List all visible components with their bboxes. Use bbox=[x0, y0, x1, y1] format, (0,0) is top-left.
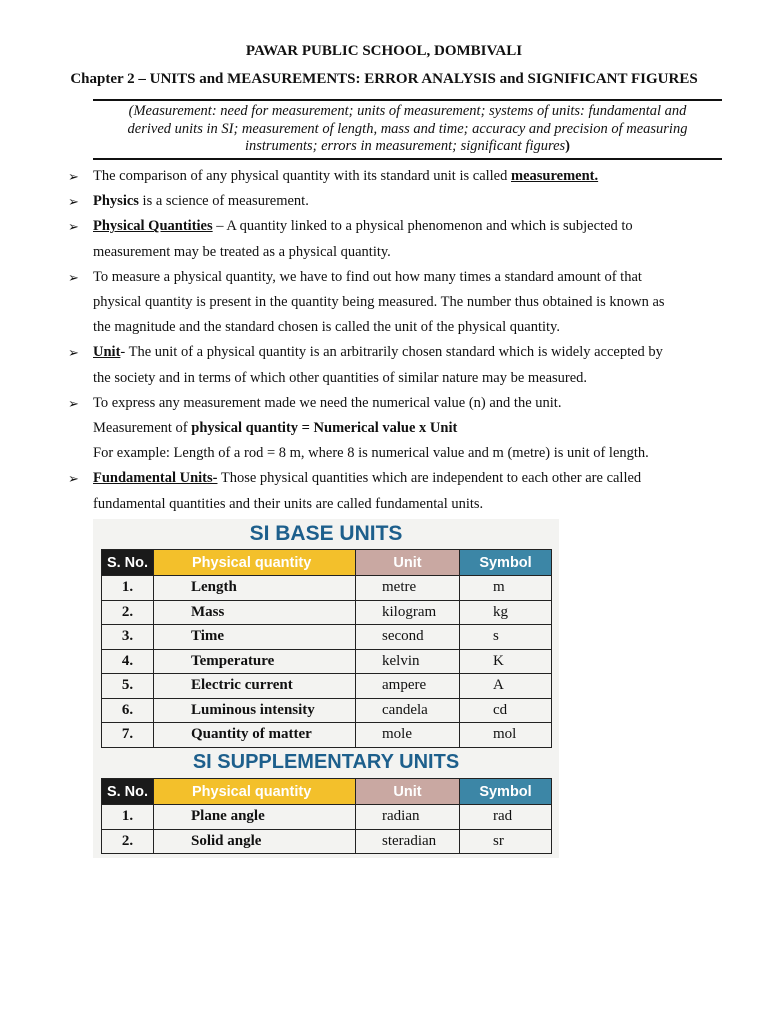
bullet-line: physical quantity is present in the quantity being measured. The number thus obtained is known as bbox=[93, 294, 665, 311]
cell-physical-quantity: Solid angle bbox=[154, 829, 356, 854]
cell-unit: candela bbox=[356, 698, 460, 723]
arrowhead-bullet-icon: ➢ bbox=[68, 345, 79, 361]
cell-physical-quantity: Electric current bbox=[154, 674, 356, 699]
si-supplementary-units-table bbox=[101, 778, 552, 854]
cell-physical-quantity: Temperature bbox=[154, 649, 356, 674]
bullet-line bbox=[93, 189, 718, 214]
syllabus-box bbox=[93, 99, 722, 160]
syllabus-text: instruments; errors in measurement; significant figures bbox=[244, 138, 566, 154]
term-unit: Unit bbox=[93, 344, 121, 361]
cell-symbol: rad bbox=[460, 805, 552, 830]
list-item bbox=[68, 265, 718, 341]
cell-symbol: K bbox=[460, 649, 552, 674]
cell-symbol: A bbox=[460, 674, 552, 699]
bullet-text: Measurement of bbox=[93, 420, 192, 437]
col-header-physical-quantity: Physical quantity bbox=[154, 779, 356, 805]
bullet-text: The comparison of any physical quantity with its standard unit is called bbox=[93, 168, 511, 184]
si-base-units-table bbox=[101, 549, 552, 748]
term-fundamental-units: Fundamental Units- bbox=[93, 470, 218, 487]
arrowhead-bullet-icon: ➢ bbox=[68, 219, 79, 235]
si-units-figure bbox=[93, 519, 559, 858]
bullet-line bbox=[93, 214, 718, 239]
cell-unit: kelvin bbox=[356, 649, 460, 674]
school-name: PAWAR PUBLIC SCHOOL, DOMBIVALI bbox=[245, 43, 523, 59]
table-row bbox=[102, 625, 552, 650]
bullet-line: fundamental quantities and their units are called fundamental units. bbox=[93, 495, 484, 512]
cell-symbol: mol bbox=[460, 723, 552, 748]
cell-sno: 4. bbox=[102, 649, 154, 674]
bullet-line: To measure a physical quantity, we have to find out how many times a standard amount of that bbox=[93, 268, 642, 285]
syllabus-line bbox=[99, 138, 716, 156]
bullet-line bbox=[93, 164, 718, 189]
syllabus-close-paren: ) bbox=[565, 138, 571, 154]
cell-sno: 6. bbox=[102, 698, 154, 723]
si-supplementary-units-title: SI SUPPLEMENTARY UNITS bbox=[192, 751, 460, 773]
list-item bbox=[68, 214, 718, 264]
table-row bbox=[102, 600, 552, 625]
cell-symbol: m bbox=[460, 576, 552, 601]
cell-sno: 5. bbox=[102, 674, 154, 699]
cell-symbol: s bbox=[460, 625, 552, 650]
arrowhead-bullet-icon: ➢ bbox=[68, 194, 79, 210]
base-units-body bbox=[102, 576, 552, 748]
example-line: For example: Length of a rod = 8 m, where 8 is numerical value and m (metre) is unit of length. bbox=[93, 445, 649, 462]
arrowhead-bullet-icon: ➢ bbox=[68, 395, 79, 411]
cell-unit: second bbox=[356, 625, 460, 650]
bullet-line: the society and in terms of which other quantities of similar nature may be measured. bbox=[93, 369, 588, 386]
arrowhead-bullet-icon: ➢ bbox=[68, 471, 79, 487]
bullet-line bbox=[93, 340, 718, 365]
col-header-symbol: Symbol bbox=[460, 779, 552, 805]
table-row bbox=[102, 723, 552, 748]
cell-unit: kilogram bbox=[356, 600, 460, 625]
cell-sno: 3. bbox=[102, 625, 154, 650]
cell-symbol: cd bbox=[460, 698, 552, 723]
cell-unit: steradian bbox=[356, 829, 460, 854]
si-base-units-title: SI BASE UNITS bbox=[249, 522, 403, 545]
cell-physical-quantity: Plane angle bbox=[154, 805, 356, 830]
arrowhead-bullet-icon: ➢ bbox=[68, 169, 79, 184]
bullet-text: is a science of measurement. bbox=[138, 193, 309, 210]
table-row bbox=[102, 805, 552, 830]
bullet-line bbox=[93, 466, 718, 491]
list-item bbox=[68, 164, 718, 189]
col-header-symbol: Symbol bbox=[460, 550, 552, 576]
list-item bbox=[68, 391, 718, 467]
cell-sno: 7. bbox=[102, 723, 154, 748]
bullet-line: measurement may be treated as a physical quantity. bbox=[93, 243, 391, 260]
arrowhead-bullet-icon: ➢ bbox=[68, 269, 79, 285]
cell-sno: 1. bbox=[102, 805, 154, 830]
table-row bbox=[102, 829, 552, 854]
cell-sno: 2. bbox=[102, 600, 154, 625]
bullet-line: the magnitude and the standard chosen is called the unit of the physical quantity. bbox=[93, 319, 560, 336]
measurement-formula: physical quantity = Numerical value x Unit bbox=[191, 420, 458, 437]
table-header-row bbox=[102, 550, 552, 576]
cell-unit: radian bbox=[356, 805, 460, 830]
list-item bbox=[68, 466, 718, 516]
table-row bbox=[102, 674, 552, 699]
bullet-text: – A quantity linked to a physical phenomenon and which is subjected to bbox=[212, 218, 633, 235]
term-measurement: measurement. bbox=[511, 168, 599, 184]
cell-physical-quantity: Time bbox=[154, 625, 356, 650]
cell-physical-quantity: Length bbox=[154, 576, 356, 601]
col-header-unit: Unit bbox=[356, 550, 460, 576]
col-header-physical-quantity: Physical quantity bbox=[154, 550, 356, 576]
cell-physical-quantity: Luminous intensity bbox=[154, 698, 356, 723]
bullet-list bbox=[68, 164, 718, 517]
cell-unit: metre bbox=[356, 576, 460, 601]
term-physical-quantities: Physical Quantities bbox=[93, 218, 213, 235]
syllabus-line: derived units in SI; measurement of length, mass and time; accuracy and precision of measuring bbox=[127, 120, 688, 137]
bullet-line: To express any measurement made we need the numerical value (n) and the unit. bbox=[93, 394, 562, 411]
table-row bbox=[102, 698, 552, 723]
chapter-title: Chapter 2 – UNITS and MEASUREMENTS: ERROR ANALYSIS and SIGNIFICANT FIGURES bbox=[70, 71, 698, 87]
table-header-row bbox=[102, 779, 552, 805]
cell-unit: mole bbox=[356, 723, 460, 748]
cell-symbol: kg bbox=[460, 600, 552, 625]
list-item bbox=[68, 189, 718, 214]
formula-line bbox=[93, 416, 718, 441]
cell-unit: ampere bbox=[356, 674, 460, 699]
table-row bbox=[102, 576, 552, 601]
term-physics: Physics bbox=[93, 193, 139, 210]
col-header-unit: Unit bbox=[356, 779, 460, 805]
bullet-text: - The unit of a physical quantity is an arbitrarily chosen standard which is widely accepted by bbox=[120, 344, 663, 361]
list-item bbox=[68, 340, 718, 390]
cell-physical-quantity: Mass bbox=[154, 600, 356, 625]
table-row bbox=[102, 649, 552, 674]
cell-symbol: sr bbox=[460, 829, 552, 854]
bullet-text: Those physical quantities which are independent to each other are called bbox=[217, 470, 642, 487]
cell-sno: 1. bbox=[102, 576, 154, 601]
cell-sno: 2. bbox=[102, 829, 154, 854]
supplementary-units-body bbox=[102, 805, 552, 854]
syllabus-line: (Measurement: need for measurement; units of measurement; systems of units: fundamental and bbox=[128, 103, 687, 119]
col-header-sno: S. No. bbox=[102, 779, 154, 805]
cell-physical-quantity: Quantity of matter bbox=[154, 723, 356, 748]
col-header-sno: S. No. bbox=[102, 550, 154, 576]
